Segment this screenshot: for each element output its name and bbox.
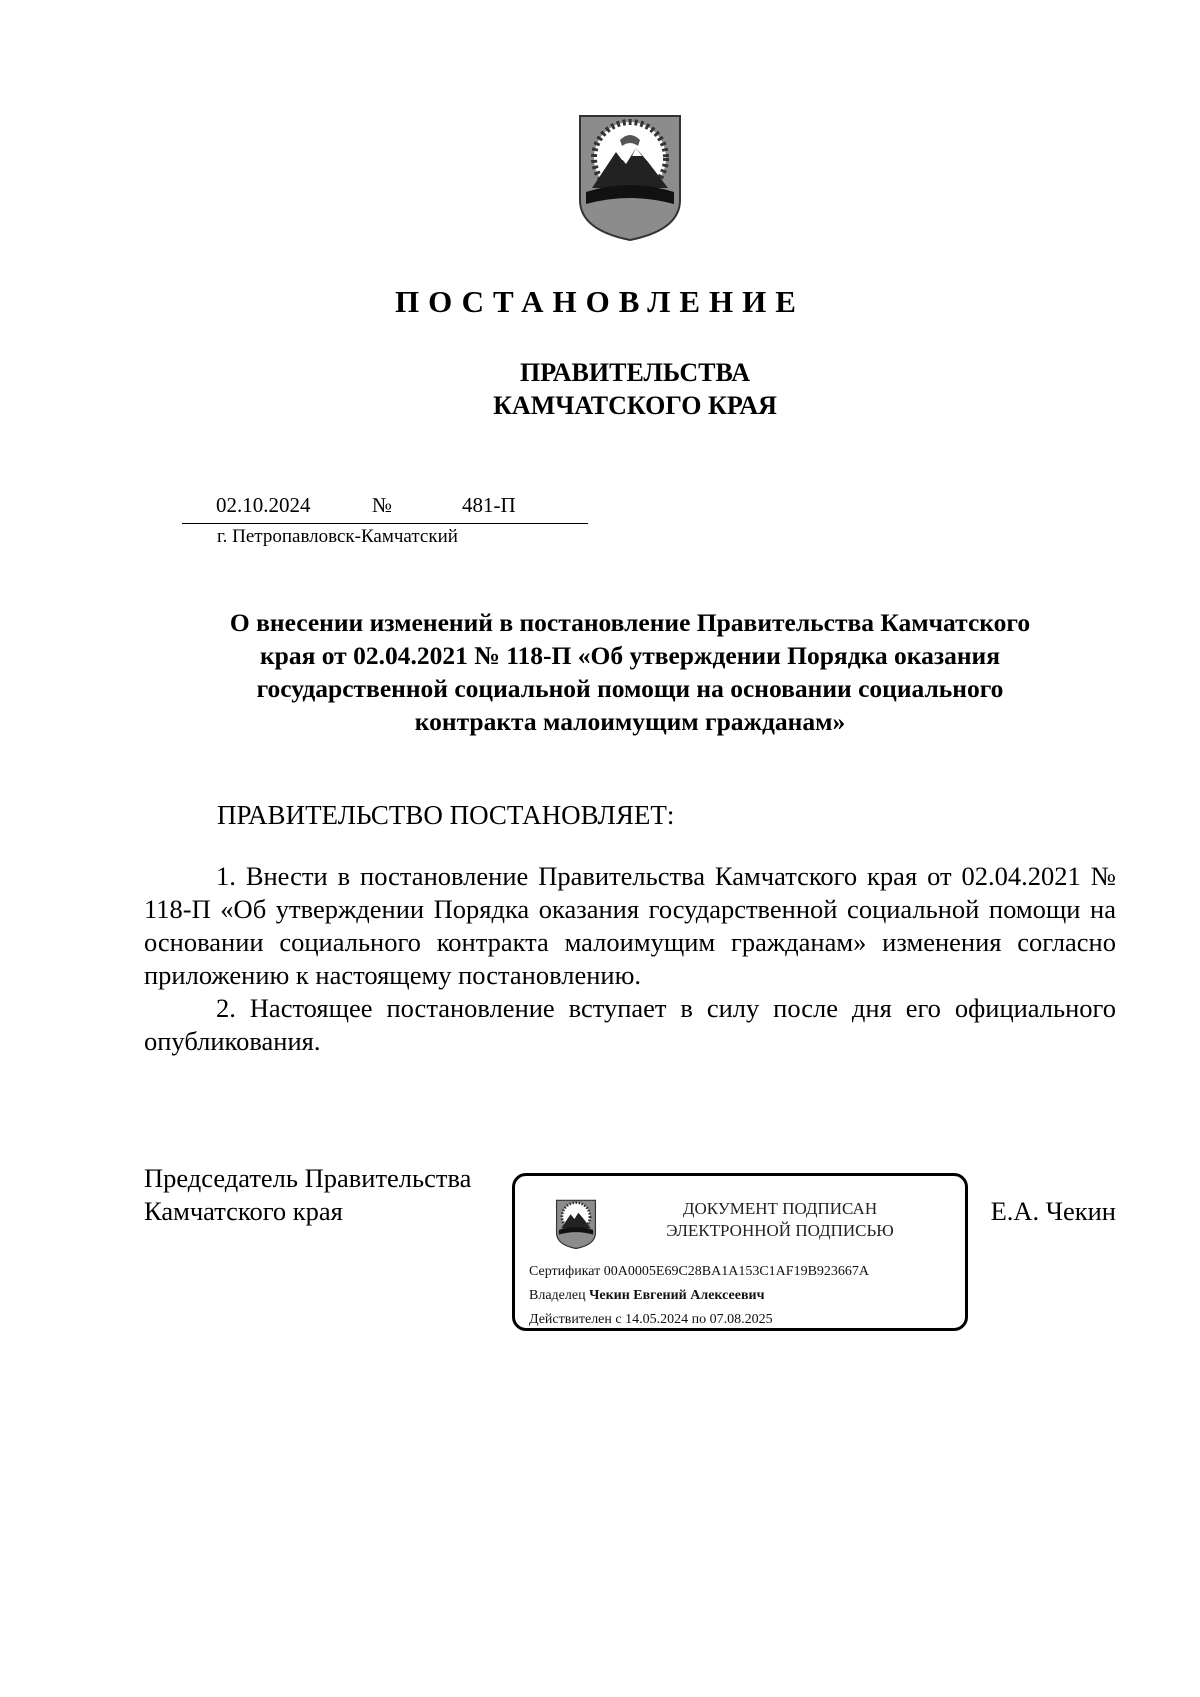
valid-from: 14.05.2024	[625, 1312, 689, 1327]
subject-line: края от 02.04.2021 № 118-П «Об утверждении Порядка оказания	[259, 641, 1001, 670]
number-sign: №	[372, 493, 393, 517]
stamp-title-line: ДОКУМЕНТ ПОДПИСАН	[682, 1199, 878, 1218]
issuer-line: КАМЧАТСКОГО КРАЯ	[493, 391, 777, 420]
signer-name: Е.А. Чекин	[990, 1196, 1116, 1226]
validity-line	[529, 1312, 773, 1328]
document-type-title: ПОСТАНОВЛЕНИЕ	[395, 284, 805, 319]
owner-value: Чекин Евгений Алексеевич	[589, 1288, 765, 1303]
document-number: 481-П	[462, 493, 516, 517]
electronic-signature-stamp	[512, 1173, 968, 1331]
stamp-title	[615, 1198, 945, 1242]
registration-line	[182, 493, 588, 524]
subject-line: О внесении изменений в постановление Правительства Камчатского	[229, 608, 1031, 637]
valid-label: Действителен с	[529, 1312, 622, 1327]
signer-position	[144, 1162, 471, 1228]
document-body	[144, 860, 1116, 1058]
stamp-title-line: ЭЛЕКТРОННОЙ ПОДПИСЬЮ	[666, 1221, 894, 1240]
issuer-line: ПРАВИТЕЛЬСТВА	[520, 358, 750, 387]
valid-to-label: по	[691, 1312, 707, 1327]
city: г. Петропавловск-Камчатский	[217, 526, 458, 547]
preamble: ПРАВИТЕЛЬСТВО ПОСТАНОВЛЯЕТ:	[217, 800, 675, 830]
issuer-block	[0, 356, 1200, 422]
paragraph: 2. Настоящее постановление вступает в силу после дня его официального опубликования.	[144, 993, 1116, 1056]
signer-position-line: Председатель Правительства	[144, 1163, 472, 1193]
kamchatka-coat-of-arms-icon	[555, 1198, 597, 1250]
signer-position-line: Камчатского края	[144, 1196, 343, 1226]
certificate-label: Сертификат	[529, 1264, 601, 1279]
subject-line: государственной социальной помощи на основании социального	[256, 674, 1004, 703]
certificate-line	[529, 1264, 869, 1280]
subject-line: контракта малоимущим гражданам»	[414, 707, 846, 736]
owner-line	[529, 1288, 764, 1304]
document-date: 02.10.2024	[216, 493, 311, 517]
kamchatka-coat-of-arms-icon	[576, 112, 684, 242]
certificate-value: 00A0005E69C28BA1A153C1AF19B923667A	[603, 1264, 870, 1279]
document-subject	[150, 606, 1110, 738]
valid-to: 07.08.2025	[709, 1312, 773, 1327]
paragraph: 1. Внести в постановление Правительства Камчатского края от 02.04.2021 № 118-П «Об утверждении Порядка оказания государственной социальной помощи на основании социального контракта малоимущим гражданам» изменения согласно приложению к настоящему постановлению.	[144, 861, 1116, 990]
owner-label: Владелец	[529, 1288, 586, 1303]
